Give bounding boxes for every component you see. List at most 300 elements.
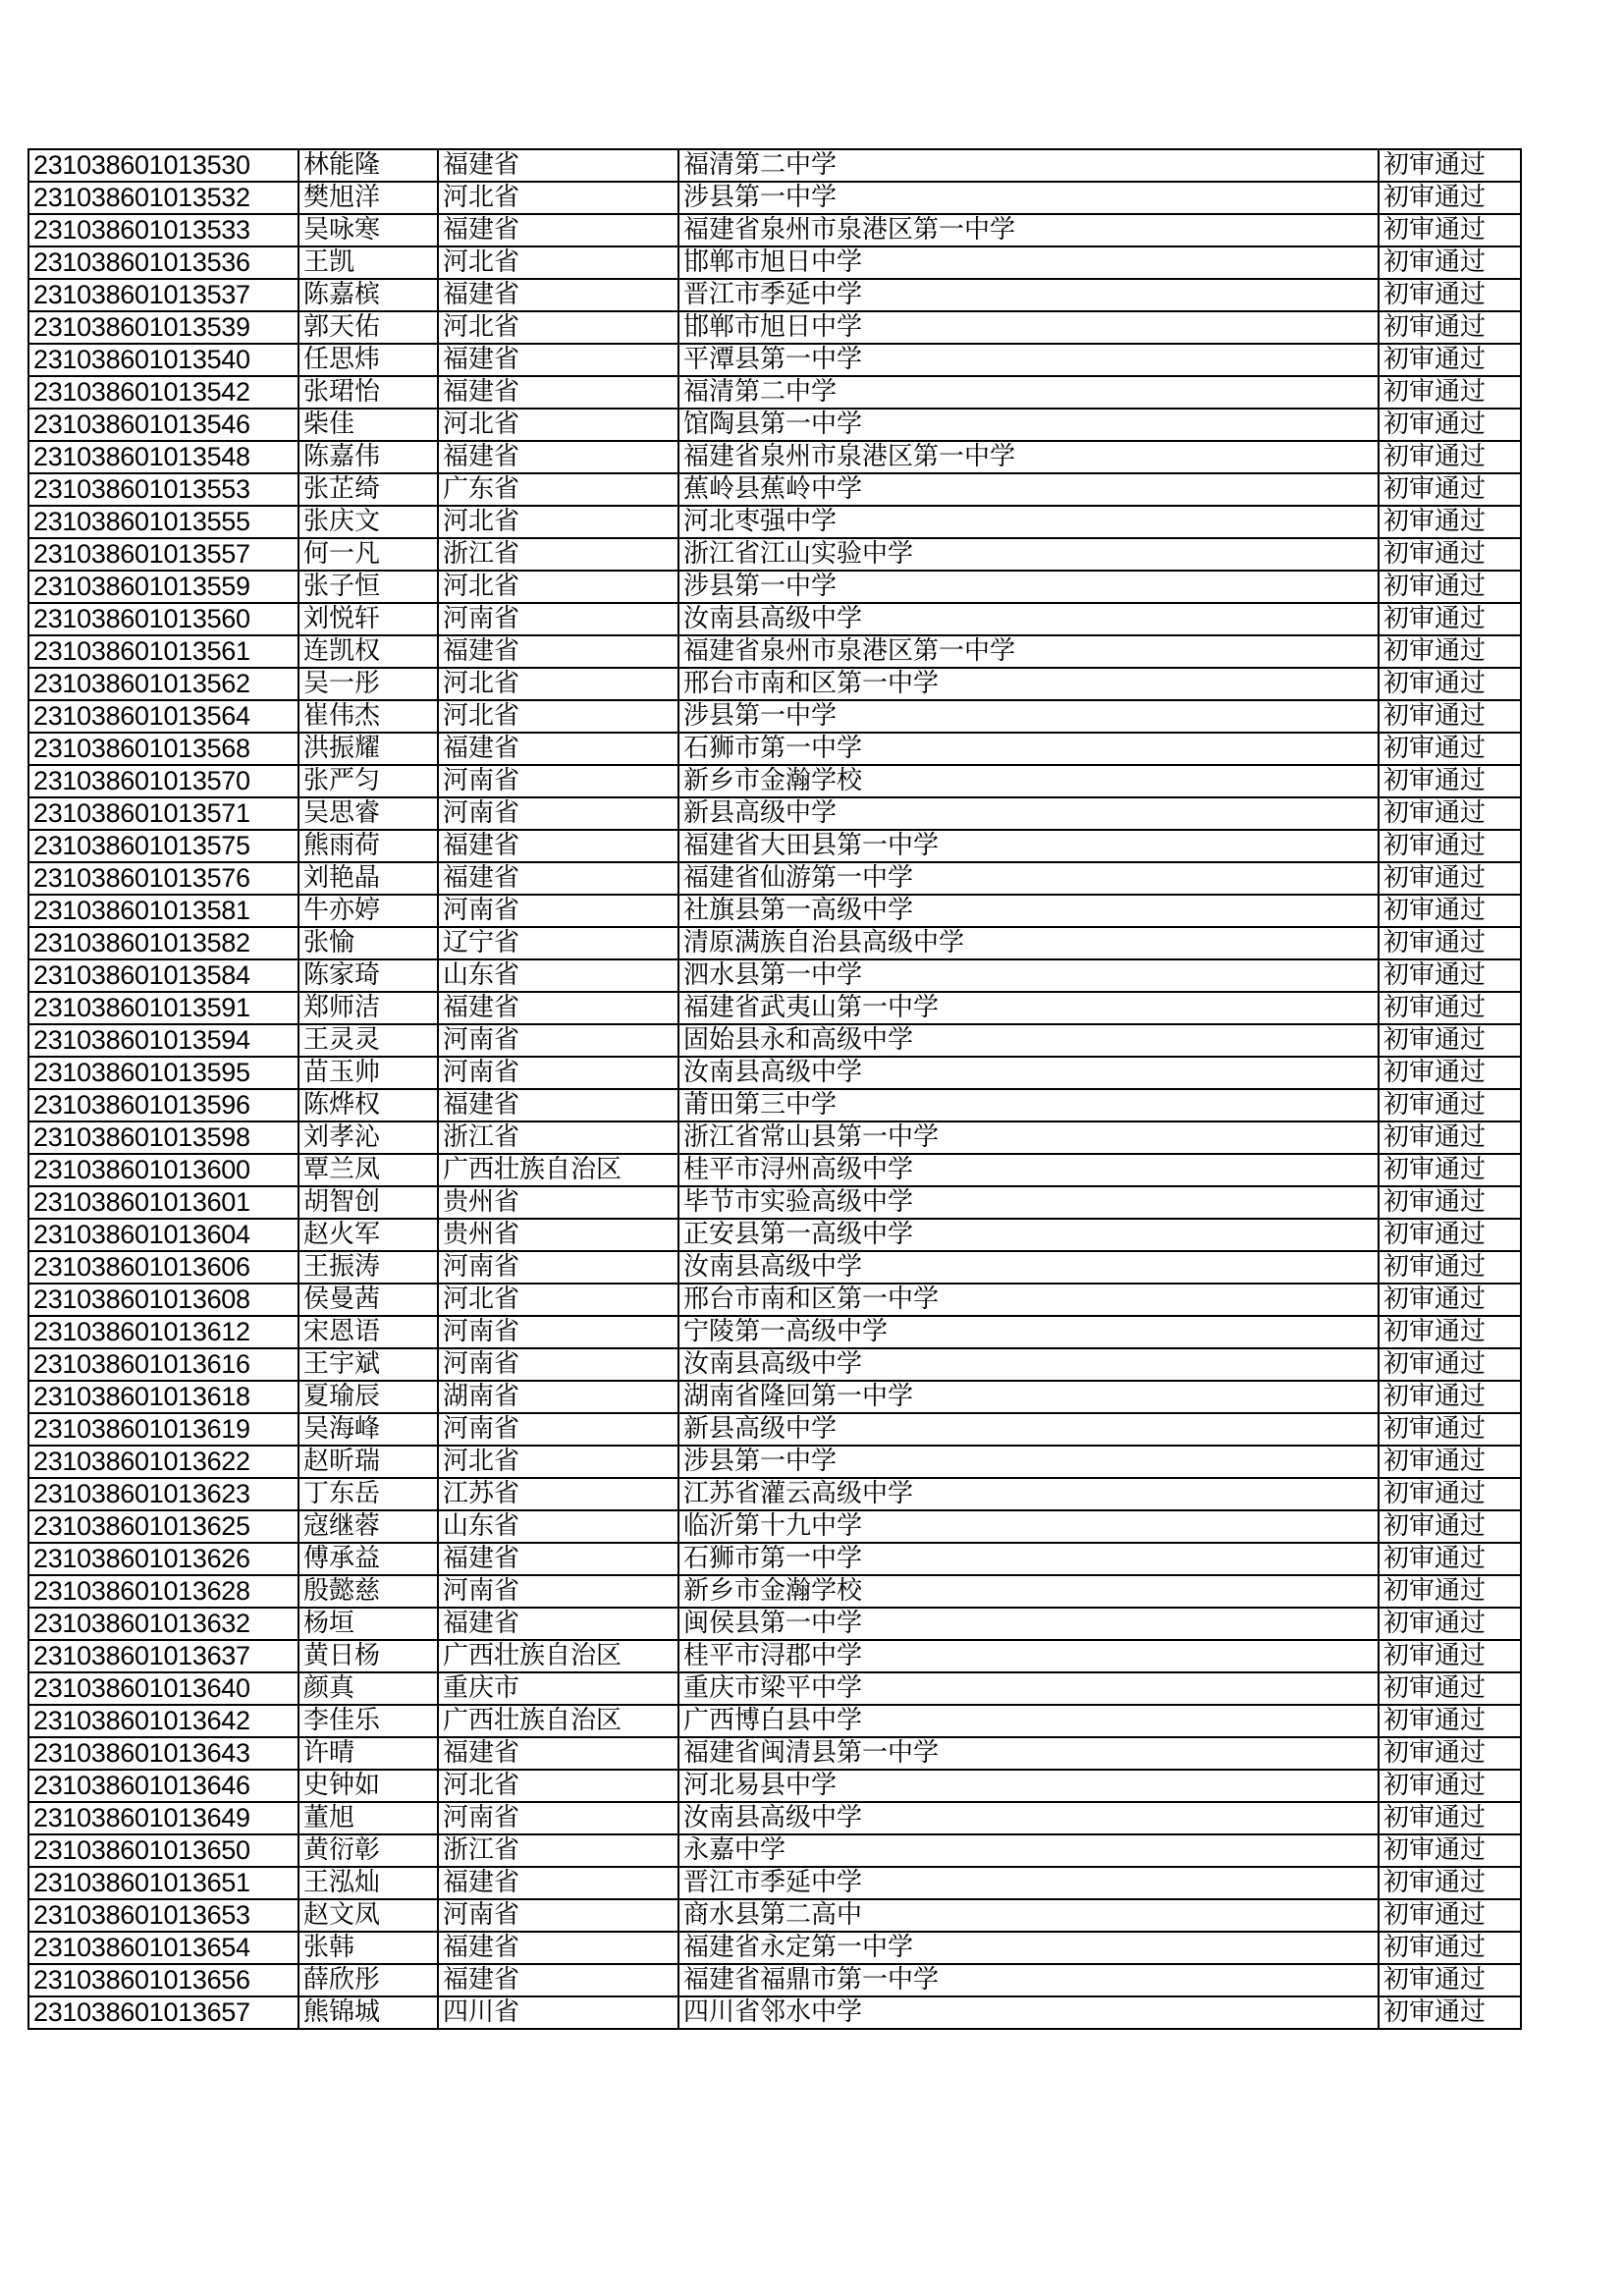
table-row	[28, 1737, 1521, 1770]
candidate-name-cell: 吴海峰	[298, 1413, 438, 1446]
candidate-id-cell: 231038601013562	[28, 668, 298, 700]
school-cell: 重庆市梁平中学	[678, 1672, 1379, 1705]
candidate-name-cell: 侯曼茜	[298, 1284, 438, 1316]
candidate-name-cell: 张子恒	[298, 571, 438, 603]
school-cell: 桂平市浔州高级中学	[678, 1154, 1379, 1186]
candidate-id-cell: 231038601013651	[28, 1867, 298, 1899]
candidate-name-cell: 陈家琦	[298, 959, 438, 992]
review-status-cell: 初审通过	[1379, 1510, 1521, 1543]
candidate-name-cell: 郭天佑	[298, 311, 438, 344]
review-status-cell: 初审通过	[1379, 1413, 1521, 1446]
table-row	[28, 733, 1521, 765]
review-status-cell: 初审通过	[1379, 635, 1521, 668]
table-row	[28, 1802, 1521, 1834]
table-row	[28, 376, 1521, 409]
candidate-name-cell: 李佳乐	[298, 1705, 438, 1737]
candidate-name-cell: 许晴	[298, 1737, 438, 1770]
table-row	[28, 603, 1521, 635]
candidate-name-cell: 赵火军	[298, 1219, 438, 1251]
school-cell: 四川省邻水中学	[678, 1996, 1379, 2029]
review-status-cell: 初审通过	[1379, 182, 1521, 214]
candidate-name-cell: 樊旭洋	[298, 182, 438, 214]
candidate-name-cell: 史钟如	[298, 1770, 438, 1802]
review-status-cell: 初审通过	[1379, 700, 1521, 733]
school-cell: 汝南县高级中学	[678, 1057, 1379, 1089]
school-cell: 邯郸市旭日中学	[678, 246, 1379, 279]
candidate-id-cell: 231038601013640	[28, 1672, 298, 1705]
school-cell: 汝南县高级中学	[678, 1348, 1379, 1381]
candidate-id-cell: 231038601013637	[28, 1640, 298, 1672]
review-status-cell: 初审通过	[1379, 1348, 1521, 1381]
school-cell: 汝南县高级中学	[678, 1802, 1379, 1834]
province-cell: 河南省	[438, 1348, 678, 1381]
table-row	[28, 1510, 1521, 1543]
candidate-name-cell: 洪振耀	[298, 733, 438, 765]
province-cell: 江苏省	[438, 1478, 678, 1510]
school-cell: 泗水县第一中学	[678, 959, 1379, 992]
review-status-cell: 初审通过	[1379, 1608, 1521, 1640]
table-row	[28, 1867, 1521, 1899]
province-cell: 河南省	[438, 1802, 678, 1834]
school-cell: 福建省武夷山第一中学	[678, 992, 1379, 1024]
candidate-name-cell: 殷懿慈	[298, 1575, 438, 1608]
school-cell: 莆田第三中学	[678, 1089, 1379, 1121]
school-cell: 涉县第一中学	[678, 182, 1379, 214]
province-cell: 广西壮族自治区	[438, 1154, 678, 1186]
province-cell: 山东省	[438, 959, 678, 992]
candidate-id-cell: 231038601013576	[28, 862, 298, 895]
candidate-id-cell: 231038601013548	[28, 441, 298, 473]
school-cell: 河北易县中学	[678, 1770, 1379, 1802]
candidate-name-cell: 丁东岳	[298, 1478, 438, 1510]
table-row	[28, 668, 1521, 700]
school-cell: 福清第二中学	[678, 376, 1379, 409]
review-status-cell: 初审通过	[1379, 862, 1521, 895]
candidate-name-cell: 吴咏寒	[298, 214, 438, 246]
review-status-cell: 初审通过	[1379, 1964, 1521, 1996]
candidate-id-cell: 231038601013561	[28, 635, 298, 668]
province-cell: 河北省	[438, 668, 678, 700]
school-cell: 福建省泉州市泉港区第一中学	[678, 214, 1379, 246]
review-status-cell: 初审通过	[1379, 538, 1521, 571]
province-cell: 浙江省	[438, 1834, 678, 1867]
review-status-cell: 初审通过	[1379, 1640, 1521, 1672]
candidate-name-cell: 张庆文	[298, 506, 438, 538]
school-cell: 涉县第一中学	[678, 700, 1379, 733]
province-cell: 福建省	[438, 1543, 678, 1575]
candidate-id-cell: 231038601013649	[28, 1802, 298, 1834]
candidate-id-cell: 231038601013564	[28, 700, 298, 733]
candidate-id-cell: 231038601013594	[28, 1024, 298, 1057]
table-row	[28, 700, 1521, 733]
candidate-name-cell: 吴一彤	[298, 668, 438, 700]
table-row	[28, 862, 1521, 895]
candidate-name-cell: 熊雨荷	[298, 830, 438, 862]
province-cell: 福建省	[438, 635, 678, 668]
province-cell: 河北省	[438, 1446, 678, 1478]
review-status-cell: 初审通过	[1379, 1381, 1521, 1413]
school-cell: 江苏省灌云高级中学	[678, 1478, 1379, 1510]
province-cell: 山东省	[438, 1510, 678, 1543]
table-row	[28, 1964, 1521, 1996]
review-status-cell: 初审通过	[1379, 1121, 1521, 1154]
candidate-id-cell: 231038601013546	[28, 409, 298, 441]
candidate-id-cell: 231038601013536	[28, 246, 298, 279]
school-cell: 新县高级中学	[678, 797, 1379, 830]
review-status-cell: 初审通过	[1379, 1834, 1521, 1867]
school-cell: 蕉岭县蕉岭中学	[678, 473, 1379, 506]
province-cell: 福建省	[438, 1867, 678, 1899]
school-cell: 湖南省隆回第一中学	[678, 1381, 1379, 1413]
candidate-name-cell: 陈烨权	[298, 1089, 438, 1121]
school-cell: 石狮市第一中学	[678, 733, 1379, 765]
school-cell: 平潭县第一中学	[678, 344, 1379, 376]
review-status-cell: 初审通过	[1379, 1932, 1521, 1964]
table-row	[28, 830, 1521, 862]
candidate-id-cell: 231038601013575	[28, 830, 298, 862]
school-cell: 新乡市金瀚学校	[678, 1575, 1379, 1608]
province-cell: 浙江省	[438, 1121, 678, 1154]
review-status-cell: 初审通过	[1379, 214, 1521, 246]
table-row	[28, 1608, 1521, 1640]
province-cell: 广西壮族自治区	[438, 1640, 678, 1672]
candidate-name-cell: 刘艳晶	[298, 862, 438, 895]
candidate-id-cell: 231038601013653	[28, 1899, 298, 1932]
review-status-cell: 初审通过	[1379, 1316, 1521, 1348]
school-cell: 涉县第一中学	[678, 1446, 1379, 1478]
table-row	[28, 1186, 1521, 1219]
candidate-name-cell: 夏瑜辰	[298, 1381, 438, 1413]
review-status-cell: 初审通过	[1379, 1186, 1521, 1219]
review-status-cell: 初审通过	[1379, 1737, 1521, 1770]
school-cell: 汝南县高级中学	[678, 603, 1379, 635]
candidate-id-cell: 231038601013608	[28, 1284, 298, 1316]
province-cell: 河北省	[438, 1284, 678, 1316]
review-status-cell: 初审通过	[1379, 149, 1521, 182]
review-status-cell: 初审通过	[1379, 279, 1521, 311]
province-cell: 河北省	[438, 1770, 678, 1802]
school-cell: 闽侯县第一中学	[678, 1608, 1379, 1640]
school-cell: 河北枣强中学	[678, 506, 1379, 538]
candidate-name-cell: 胡智创	[298, 1186, 438, 1219]
candidate-name-cell: 杨垣	[298, 1608, 438, 1640]
review-status-cell: 初审通过	[1379, 733, 1521, 765]
school-cell: 福建省仙游第一中学	[678, 862, 1379, 895]
review-status-cell: 初审通过	[1379, 1057, 1521, 1089]
review-status-cell: 初审通过	[1379, 1802, 1521, 1834]
candidate-name-cell: 陈嘉槟	[298, 279, 438, 311]
candidate-id-cell: 231038601013656	[28, 1964, 298, 1996]
school-cell: 邢台市南和区第一中学	[678, 1284, 1379, 1316]
school-cell: 临沂第十九中学	[678, 1510, 1379, 1543]
review-status-cell: 初审通过	[1379, 409, 1521, 441]
school-cell: 福建省永定第一中学	[678, 1932, 1379, 1964]
candidate-id-cell: 231038601013606	[28, 1251, 298, 1284]
review-status-cell: 初审通过	[1379, 959, 1521, 992]
candidate-name-cell: 董旭	[298, 1802, 438, 1834]
candidate-id-cell: 231038601013557	[28, 538, 298, 571]
candidate-name-cell: 王凯	[298, 246, 438, 279]
table-row	[28, 538, 1521, 571]
school-cell: 永嘉中学	[678, 1834, 1379, 1867]
candidate-name-cell: 郑师洁	[298, 992, 438, 1024]
school-cell: 社旗县第一高级中学	[678, 895, 1379, 927]
candidate-name-cell: 薛欣彤	[298, 1964, 438, 1996]
province-cell: 河北省	[438, 182, 678, 214]
candidate-id-cell: 231038601013539	[28, 311, 298, 344]
table-row	[28, 765, 1521, 797]
school-cell: 正安县第一高级中学	[678, 1219, 1379, 1251]
province-cell: 重庆市	[438, 1672, 678, 1705]
table-row	[28, 1381, 1521, 1413]
candidate-id-cell: 231038601013654	[28, 1932, 298, 1964]
table-row	[28, 927, 1521, 959]
candidate-name-cell: 何一凡	[298, 538, 438, 571]
table-row	[28, 797, 1521, 830]
table-row	[28, 1640, 1521, 1672]
province-cell: 河北省	[438, 409, 678, 441]
school-cell: 商水县第二高中	[678, 1899, 1379, 1932]
table-row	[28, 571, 1521, 603]
review-status-cell: 初审通过	[1379, 376, 1521, 409]
candidate-name-cell: 寇继蓉	[298, 1510, 438, 1543]
candidate-name-cell: 张珺怡	[298, 376, 438, 409]
review-status-cell: 初审通过	[1379, 1089, 1521, 1121]
table-row	[28, 1770, 1521, 1802]
candidate-name-cell: 赵昕瑞	[298, 1446, 438, 1478]
candidate-id-cell: 231038601013591	[28, 992, 298, 1024]
candidate-id-cell: 231038601013616	[28, 1348, 298, 1381]
table-row	[28, 1089, 1521, 1121]
candidate-name-cell: 吴思睿	[298, 797, 438, 830]
candidate-id-cell: 231038601013600	[28, 1154, 298, 1186]
table-row	[28, 1348, 1521, 1381]
table-row	[28, 1251, 1521, 1284]
review-status-cell: 初审通过	[1379, 668, 1521, 700]
province-cell: 湖南省	[438, 1381, 678, 1413]
review-status-cell: 初审通过	[1379, 473, 1521, 506]
table-row	[28, 344, 1521, 376]
province-cell: 福建省	[438, 214, 678, 246]
province-cell: 河北省	[438, 571, 678, 603]
school-cell: 汝南县高级中学	[678, 1251, 1379, 1284]
province-cell: 浙江省	[438, 538, 678, 571]
province-cell: 河南省	[438, 895, 678, 927]
table-row	[28, 1705, 1521, 1737]
province-cell: 福建省	[438, 344, 678, 376]
candidate-name-cell: 宋恩语	[298, 1316, 438, 1348]
review-status-cell: 初审通过	[1379, 992, 1521, 1024]
province-cell: 福建省	[438, 441, 678, 473]
candidate-id-cell: 231038601013581	[28, 895, 298, 927]
candidate-name-cell: 刘孝沁	[298, 1121, 438, 1154]
province-cell: 福建省	[438, 1932, 678, 1964]
candidate-name-cell: 熊锦城	[298, 1996, 438, 2029]
candidate-id-cell: 231038601013540	[28, 344, 298, 376]
candidate-name-cell: 牛亦婷	[298, 895, 438, 927]
school-cell: 福建省福鼎市第一中学	[678, 1964, 1379, 1996]
review-status-cell: 初审通过	[1379, 1867, 1521, 1899]
review-status-cell: 初审通过	[1379, 311, 1521, 344]
review-status-cell: 初审通过	[1379, 1154, 1521, 1186]
school-cell: 福建省大田县第一中学	[678, 830, 1379, 862]
candidate-name-cell: 王宇斌	[298, 1348, 438, 1381]
province-cell: 河南省	[438, 1575, 678, 1608]
school-cell: 浙江省江山实验中学	[678, 538, 1379, 571]
province-cell: 四川省	[438, 1996, 678, 2029]
school-cell: 邢台市南和区第一中学	[678, 668, 1379, 700]
candidate-id-cell: 231038601013596	[28, 1089, 298, 1121]
province-cell: 福建省	[438, 1964, 678, 1996]
province-cell: 福建省	[438, 279, 678, 311]
review-status-cell: 初审通过	[1379, 1899, 1521, 1932]
candidate-id-cell: 231038601013650	[28, 1834, 298, 1867]
province-cell: 河南省	[438, 1899, 678, 1932]
province-cell: 河南省	[438, 1024, 678, 1057]
candidate-name-cell: 颜真	[298, 1672, 438, 1705]
province-cell: 福建省	[438, 1089, 678, 1121]
school-cell: 福建省闽清县第一中学	[678, 1737, 1379, 1770]
review-status-cell: 初审通过	[1379, 765, 1521, 797]
candidate-name-cell: 刘悦轩	[298, 603, 438, 635]
province-cell: 河南省	[438, 797, 678, 830]
candidate-id-cell: 231038601013595	[28, 1057, 298, 1089]
candidate-id-cell: 231038601013628	[28, 1575, 298, 1608]
candidate-id-cell: 231038601013560	[28, 603, 298, 635]
province-cell: 福建省	[438, 1737, 678, 1770]
province-cell: 辽宁省	[438, 927, 678, 959]
review-status-cell: 初审通过	[1379, 1284, 1521, 1316]
province-cell: 河北省	[438, 506, 678, 538]
candidate-name-cell: 林能隆	[298, 149, 438, 182]
review-status-cell: 初审通过	[1379, 571, 1521, 603]
candidate-id-cell: 231038601013619	[28, 1413, 298, 1446]
school-cell: 晋江市季延中学	[678, 279, 1379, 311]
province-cell: 福建省	[438, 733, 678, 765]
review-status-cell: 初审通过	[1379, 1446, 1521, 1478]
province-cell: 广东省	[438, 473, 678, 506]
review-status-cell: 初审通过	[1379, 895, 1521, 927]
school-cell: 桂平市浔郡中学	[678, 1640, 1379, 1672]
candidate-name-cell: 覃兰凤	[298, 1154, 438, 1186]
province-cell: 河南省	[438, 765, 678, 797]
candidate-id-cell: 231038601013646	[28, 1770, 298, 1802]
school-cell: 宁陵第一高级中学	[678, 1316, 1379, 1348]
review-status-cell: 初审通过	[1379, 1705, 1521, 1737]
review-status-cell: 初审通过	[1379, 830, 1521, 862]
review-status-cell: 初审通过	[1379, 927, 1521, 959]
candidate-name-cell: 崔伟杰	[298, 700, 438, 733]
candidate-name-cell: 王振涛	[298, 1251, 438, 1284]
province-cell: 福建省	[438, 1608, 678, 1640]
candidate-id-cell: 231038601013571	[28, 797, 298, 830]
candidate-id-cell: 231038601013555	[28, 506, 298, 538]
candidate-id-cell: 231038601013584	[28, 959, 298, 992]
table-row	[28, 895, 1521, 927]
candidate-name-cell: 陈嘉伟	[298, 441, 438, 473]
table-row	[28, 1672, 1521, 1705]
results-table	[27, 148, 1522, 2030]
province-cell: 福建省	[438, 992, 678, 1024]
candidate-id-cell: 231038601013568	[28, 733, 298, 765]
review-status-cell: 初审通过	[1379, 1219, 1521, 1251]
table-row	[28, 1219, 1521, 1251]
candidate-id-cell: 231038601013612	[28, 1316, 298, 1348]
table-row	[28, 635, 1521, 668]
candidate-id-cell: 231038601013598	[28, 1121, 298, 1154]
province-cell: 河北省	[438, 700, 678, 733]
candidate-id-cell: 231038601013604	[28, 1219, 298, 1251]
school-cell: 浙江省常山县第一中学	[678, 1121, 1379, 1154]
table-row	[28, 1834, 1521, 1867]
table-row	[28, 1478, 1521, 1510]
review-status-cell: 初审通过	[1379, 246, 1521, 279]
candidate-id-cell: 231038601013601	[28, 1186, 298, 1219]
candidate-id-cell: 231038601013530	[28, 149, 298, 182]
candidate-id-cell: 231038601013553	[28, 473, 298, 506]
school-cell: 邯郸市旭日中学	[678, 311, 1379, 344]
province-cell: 贵州省	[438, 1186, 678, 1219]
table-row	[28, 1996, 1521, 2029]
table-row	[28, 1543, 1521, 1575]
candidate-id-cell: 231038601013532	[28, 182, 298, 214]
province-cell: 河南省	[438, 1316, 678, 1348]
province-cell: 福建省	[438, 376, 678, 409]
candidate-id-cell: 231038601013626	[28, 1543, 298, 1575]
province-cell: 河北省	[438, 311, 678, 344]
table-row	[28, 409, 1521, 441]
candidate-id-cell: 231038601013632	[28, 1608, 298, 1640]
table-row	[28, 1899, 1521, 1932]
review-status-cell: 初审通过	[1379, 506, 1521, 538]
table-row	[28, 311, 1521, 344]
candidate-id-cell: 231038601013618	[28, 1381, 298, 1413]
school-cell: 馆陶县第一中学	[678, 409, 1379, 441]
table-row	[28, 1446, 1521, 1478]
school-cell: 广西博白县中学	[678, 1705, 1379, 1737]
review-status-cell: 初审通过	[1379, 1672, 1521, 1705]
province-cell: 河北省	[438, 246, 678, 279]
province-cell: 贵州省	[438, 1219, 678, 1251]
table-row	[28, 1024, 1521, 1057]
candidate-id-cell: 231038601013559	[28, 571, 298, 603]
candidate-name-cell: 傅承益	[298, 1543, 438, 1575]
school-cell: 涉县第一中学	[678, 571, 1379, 603]
table-row	[28, 441, 1521, 473]
candidate-id-cell: 231038601013542	[28, 376, 298, 409]
school-cell: 福清第二中学	[678, 149, 1379, 182]
review-status-cell: 初审通过	[1379, 1770, 1521, 1802]
province-cell: 河南省	[438, 603, 678, 635]
table-row	[28, 1154, 1521, 1186]
candidate-name-cell: 黄日杨	[298, 1640, 438, 1672]
table-row	[28, 1316, 1521, 1348]
school-cell: 新乡市金瀚学校	[678, 765, 1379, 797]
table-row	[28, 1284, 1521, 1316]
province-cell: 福建省	[438, 830, 678, 862]
candidate-name-cell: 连凯权	[298, 635, 438, 668]
table-row	[28, 279, 1521, 311]
candidate-name-cell: 王灵灵	[298, 1024, 438, 1057]
table-row	[28, 246, 1521, 279]
school-cell: 福建省泉州市泉港区第一中学	[678, 441, 1379, 473]
candidate-id-cell: 231038601013657	[28, 1996, 298, 2029]
candidate-id-cell: 231038601013533	[28, 214, 298, 246]
candidate-id-cell: 231038601013570	[28, 765, 298, 797]
candidate-name-cell: 黄衍彰	[298, 1834, 438, 1867]
table-row	[28, 182, 1521, 214]
province-cell: 福建省	[438, 149, 678, 182]
